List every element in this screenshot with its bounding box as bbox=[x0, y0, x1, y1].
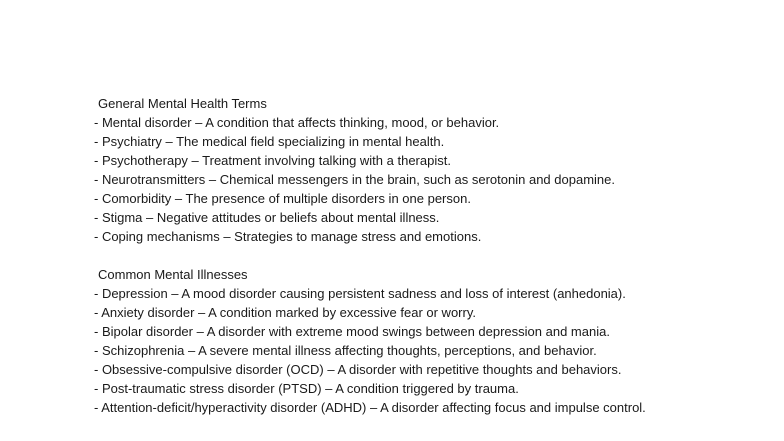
section-heading-common-illnesses: Common Mental Illnesses bbox=[98, 267, 248, 282]
term-bipolar-disorder: - Bipolar disorder – A disorder with extreme mood swings between depression and mania. bbox=[94, 324, 610, 339]
term-depression: - Depression – A mood disorder causing persistent sadness and loss of interest (anhedonia). bbox=[94, 286, 626, 301]
term-ocd: - Obsessive-compulsive disorder (OCD) – A disorder with repetitive thoughts and behaviors. bbox=[94, 362, 622, 377]
term-psychotherapy: - Psychotherapy – Treatment involving talking with a therapist. bbox=[94, 153, 451, 168]
term-adhd: - Attention-deficit/hyperactivity disorder (ADHD) – A disorder affecting focus and impulse control. bbox=[94, 400, 646, 415]
term-psychiatry: - Psychiatry – The medical field specializing in mental health. bbox=[94, 134, 445, 149]
term-neurotransmitters: - Neurotransmitters – Chemical messengers in the brain, such as serotonin and dopamine. bbox=[94, 172, 615, 187]
term-coping-mechanisms: - Coping mechanisms – Strategies to manage stress and emotions. bbox=[94, 229, 482, 244]
term-comorbidity: - Comorbidity – The presence of multiple disorders in one person. bbox=[94, 191, 471, 206]
term-schizophrenia: - Schizophrenia – A severe mental illness affecting thoughts, perceptions, and behavior. bbox=[94, 343, 597, 358]
section-spacer bbox=[94, 246, 734, 265]
document-body bbox=[94, 94, 734, 417]
term-anxiety-disorder: - Anxiety disorder – A condition marked by excessive fear or worry. bbox=[94, 305, 476, 320]
term-ptsd: - Post-traumatic stress disorder (PTSD) – A condition triggered by trauma. bbox=[94, 381, 519, 396]
section-heading-general-terms: General Mental Health Terms bbox=[98, 96, 267, 111]
term-stigma: - Stigma – Negative attitudes or beliefs about mental illness. bbox=[94, 210, 440, 225]
term-mental-disorder: - Mental disorder – A condition that affects thinking, mood, or behavior. bbox=[94, 115, 500, 130]
